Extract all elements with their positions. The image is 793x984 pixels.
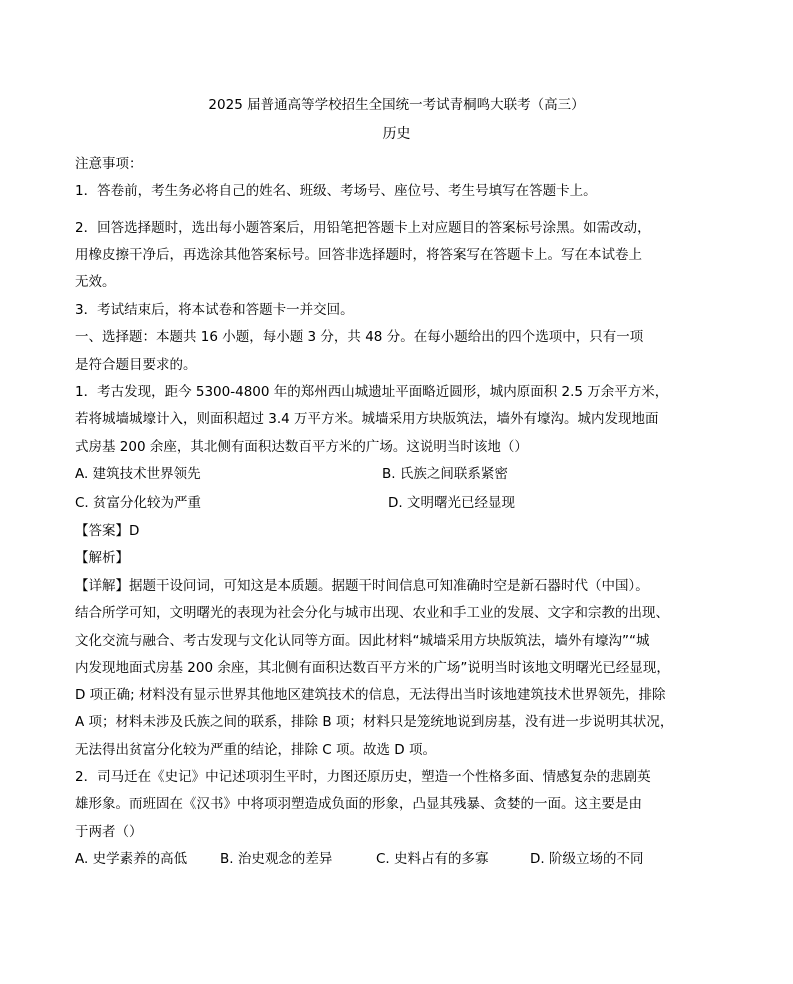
q1-option-b: B. 氏族之间联系紧密 xyxy=(382,466,508,482)
q1-stem-line-2: 若将城墙城壕计入，则面积超过 3.4 万平方米。城墙采用方块版筑法，墙外有壕沟。城内发现地面 xyxy=(75,411,659,427)
q2-option-c: C. 史料占有的多寡 xyxy=(376,851,489,867)
exam-title: 2025 届普通高等学校招生全国统一考试青桐鸣大联考（高三） xyxy=(208,97,585,113)
note-item-2-line-3: 无效。 xyxy=(75,274,116,290)
q1-stem-line-1: 1．考古发现，距今 5300-4800 年的郑州西山城遗址平面略近圆形，城内原面积 2.5 万余平方米， xyxy=(75,384,669,400)
q2-option-a: A. 史学素养的高低 xyxy=(75,851,188,867)
note-item-2-line-1: 2．回答选择题时，选出每小题答案后，用铅笔把答题卡上对应题目的答案标号涂黑。如需改动， xyxy=(75,220,651,236)
q1-option-d: D. 文明曙光已经显现 xyxy=(388,495,515,511)
q1-analysis-heading: 【解析】 xyxy=(75,550,129,566)
q1-detail-line-6: A 项；材料未涉及氏族之间的联系，排除 B 项；材料只是笼统地说到房基，没有进一步说明其状况， xyxy=(75,714,674,730)
q2-option-d: D. 阶级立场的不同 xyxy=(530,851,644,867)
q1-option-c: C. 贫富分化较为严重 xyxy=(75,495,202,511)
notes-heading: 注意事项： xyxy=(75,156,143,172)
section-intro-line-1: 一、选择题：本题共 16 小题，每小题 3 分，共 48 分。在每小题给出的四个选项中，只有一项 xyxy=(75,329,644,345)
note-item-2-line-2: 用橡皮擦干净后，再选涂其他答案标号。回答非选择题时，将答案写在答题卡上。写在本试卷上 xyxy=(75,247,642,263)
q1-detail-line-7: 无法得出贫富分化较为严重的结论，排除 C 项。故选 D 项。 xyxy=(75,742,436,758)
q1-answer: 【答案】D xyxy=(75,523,140,539)
q1-detail-line-5: D 项正确; 材料没有显示世界其他地区建筑技术的信息，无法得出当时该地建筑技术世界领先，排除 xyxy=(75,687,666,703)
q2-option-b: B. 治史观念的差异 xyxy=(220,851,333,867)
q1-stem-line-3: 式房基 200 余座，其北侧有面积达数百平方米的广场。这说明当时该地（） xyxy=(75,439,528,455)
q1-option-a: A. 建筑技术世界领先 xyxy=(75,466,201,482)
q1-detail-line-1: 【详解】据题干设问词，可知这是本质题。据题干时间信息可知准确时空是新石器时代（中国）。 xyxy=(75,578,649,594)
q1-detail-line-4: 内发现地面式房基 200 余座，其北侧有面积达数百平方米的广场”说明当时该地文明曙光已经显现， xyxy=(75,660,670,676)
q2-stem-line-1: 2．司马迁在《史记》中记述项羽生平时，力图还原历史，塑造一个性格多面、情感复杂的悲剧英 xyxy=(75,769,651,785)
q1-detail-line-3: 文化交流与融合、考古发现与文化认同等方面。因此材料“城墙采用方块版筑法，墙外有壕沟”“城 xyxy=(75,633,650,649)
note-item-1: 1．答卷前，考生务必将自己的姓名、班级、考场号、座位号、考生号填写在答题卡上。 xyxy=(75,183,597,199)
section-intro-line-2: 是符合题目要求的。 xyxy=(75,357,197,373)
q1-detail-line-2: 结合所学可知，文明曙光的表现为社会分化与城市出现、农业和手工业的发展、文字和宗教的出现、 xyxy=(75,605,669,621)
note-item-3: 3．考试结束后，将本试卷和答题卡一并交回。 xyxy=(75,302,354,318)
subject-title: 历史 xyxy=(382,126,411,142)
q2-stem-line-3: 于两者（） xyxy=(75,824,143,840)
q2-stem-line-2: 雄形象。而班固在《汉书》中将项羽塑造成负面的形象，凸显其残暴、贪婪的一面。这主要是由 xyxy=(75,796,642,812)
